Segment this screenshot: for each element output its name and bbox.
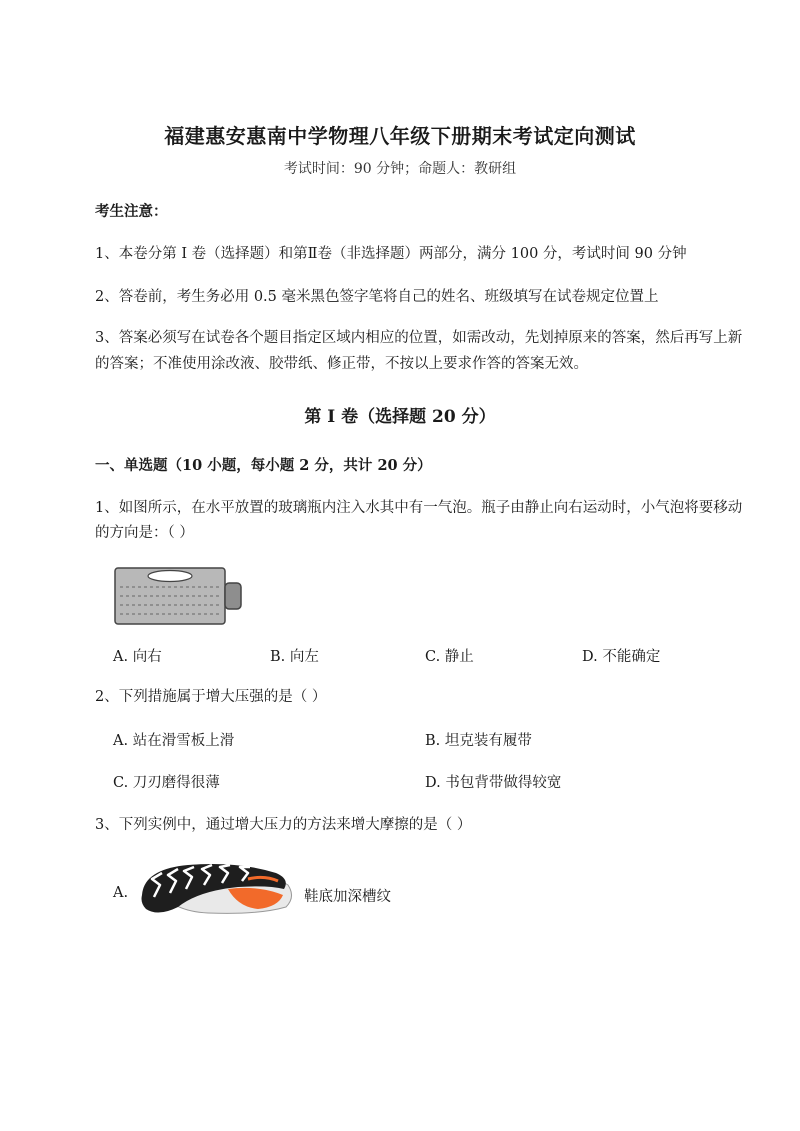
- q3-option-a-text[interactable]: 鞋底加深槽纹: [304, 889, 391, 905]
- air-bubble: [148, 571, 192, 582]
- q2-option-a[interactable]: A. 站在滑雪板上滑: [113, 733, 235, 749]
- q1-option-b[interactable]: B. 向左: [270, 649, 319, 665]
- q2-option-d[interactable]: D. 书包背带做得较宽: [425, 775, 562, 791]
- note-item-3-cont: 的答案；不准使用涂改液、胶带纸、修正带，不按以上要求作答的答案无效。: [95, 356, 588, 372]
- q1-option-c[interactable]: C. 静止: [425, 649, 474, 665]
- question-3-stem: 3、下列实例中，通过增大压力的方法来增大摩擦的是（ ）: [95, 817, 472, 833]
- note-item-2: 2、答卷前，考生务必用 0.5 毫米黑色签字笔将自己的姓名、班级填写在试卷规定位置上: [95, 289, 659, 305]
- question-1-stem-cont: 的方向是：（ ）: [95, 525, 194, 541]
- q2-option-b[interactable]: B. 坦克装有履带: [425, 733, 532, 749]
- page-title: 福建惠安惠南中学物理八年级下册期末考试定向测试: [164, 124, 636, 148]
- exam-info: 考试时间：90 分钟；命题人：教研组: [283, 161, 517, 177]
- part-heading: 一、单选题（10 小题，每小题 2 分，共计 20 分）: [95, 457, 432, 474]
- note-item-1: 1、本卷分第 I 卷（选择题）和第Ⅱ卷（非选择题）两部分，满分 100 分，考试时间 90 分钟: [95, 246, 687, 262]
- q1-option-d[interactable]: D. 不能确定: [582, 649, 661, 665]
- notes-heading: 考生注意：: [95, 203, 168, 220]
- shoe-sole-figure: [138, 855, 298, 925]
- question-1-stem: 1、如图所示，在水平放置的玻璃瓶内注入水其中有一气泡。瓶子由静止向右运动时，小气泡将要移动: [95, 500, 743, 516]
- question-2-stem: 2、下列措施属于增大压强的是（ ）: [95, 689, 327, 705]
- q3-option-a-label[interactable]: A.: [113, 885, 129, 901]
- section-title: 第 I 卷（选择题 20 分）: [304, 407, 496, 427]
- q2-option-c[interactable]: C. 刀刃磨得很薄: [113, 775, 220, 791]
- bottle-figure: [112, 565, 246, 627]
- note-item-3: 3、答案必须写在试卷各个题目指定区域内相应的位置，如需改动，先划掉原来的答案，然后再写上新: [95, 330, 743, 346]
- q1-option-a[interactable]: A. 向右: [113, 649, 162, 665]
